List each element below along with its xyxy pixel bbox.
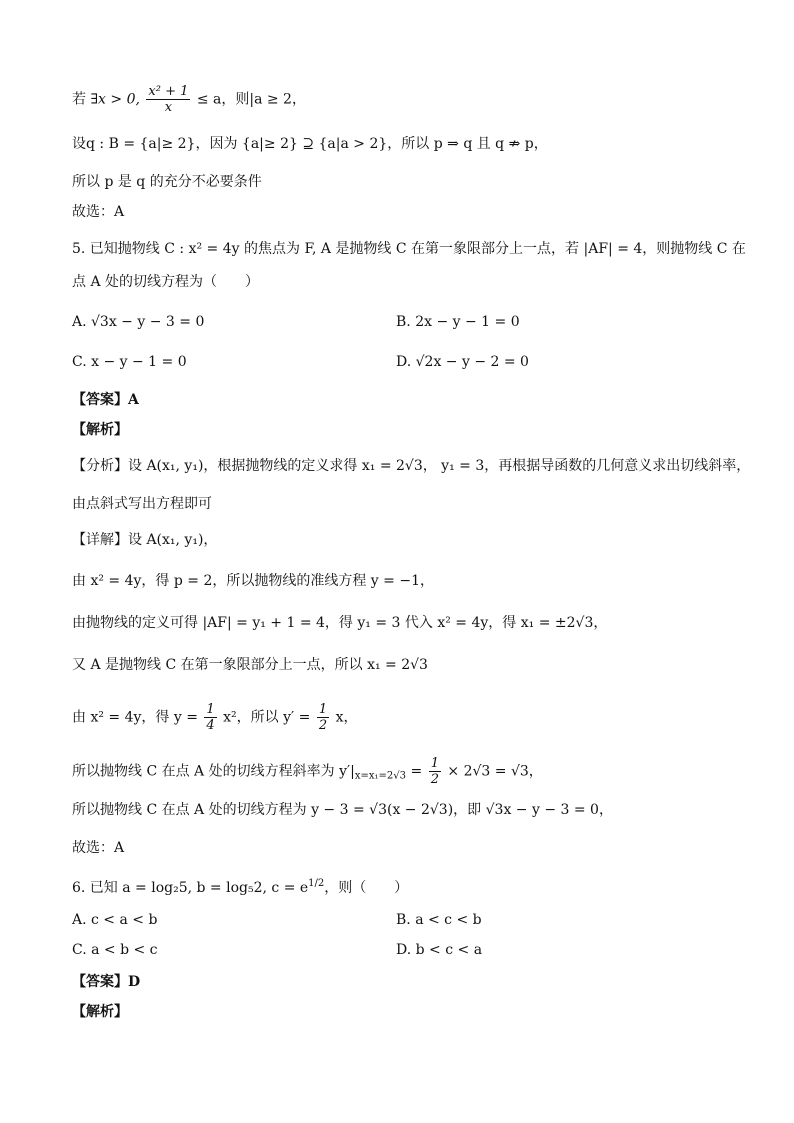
fraction-one-quarter: $\frac{1}{4}$ (206, 702, 215, 733)
option-6-b: B. a < c < b (396, 912, 482, 928)
fraction-x2plus1-over-x: $\frac{\text{x² + 1}}{x}$ (148, 84, 189, 115)
text-line-exists-condition: 若 ∃x > 0, $\frac{\text{x² + 1}}{x}$ ≤ a，则|a ≥ 2， (72, 84, 306, 115)
question-5-stem-line1: 5. 已知抛物线 C : x² = 4y 的焦点为 F, A 是抛物线 C 在第一象限部分上一点，若 |AF| = 4，则抛物线 C 在 (72, 241, 746, 257)
option-c: C. x − y − 1 = 0 (72, 354, 187, 370)
fraction-one-half: $\frac{1}{2}$ (318, 702, 328, 733)
analysis-label-6: 【解析】 (72, 1004, 128, 1020)
option-6-c: C. a < b < c (72, 942, 158, 958)
answer-label-5: 【答案】A (72, 392, 139, 408)
fraction-one-half-slope: $\frac{1}{2}$ (430, 756, 439, 787)
text-line-conclusion: 所以 p 是 q 的充分不必要条件 (72, 174, 262, 190)
option-a: A. √3x − y − 3 = 0 (72, 314, 205, 330)
detail-line-4: 又 A 是抛物线 C 在第一象限部分上一点，所以 x₁ = 2√3 (72, 657, 428, 673)
analysis-label-5: 【解析】 (72, 422, 128, 438)
detail-line-2: 由 x² = 4y，得 p = 2，所以抛物线的准线方程 y = −1， (72, 573, 434, 589)
choice-line-5: 故选：A (72, 840, 125, 856)
option-b: B. 2x − y − 1 = 0 (396, 314, 520, 330)
detail-line-1: 【详解】设 A(x₁, y₁)， (72, 532, 218, 548)
option-6-d: D. b < c < a (396, 942, 483, 958)
detail-line-5: 由 x² = 4y，得 y = $\frac{1}{4}$ x²，所以 y′ = $\frac{1}{2}$ x， (72, 702, 358, 733)
text-line-choice: 故选：A (72, 204, 125, 220)
option-6-a: A. c < a < b (72, 912, 158, 928)
detail-line-7: 所以抛物线 C 在点 A 处的切线方程为 y − 3 = √3(x − 2√3)，即 √3x − y − 3 = 0， (72, 802, 613, 818)
detail-line-3: 由抛物线的定义可得 |AF| = y₁ + 1 = 4，得 y₁ = 3 代入 x² = 4y，得 x₁ = ±2√3， (72, 615, 608, 631)
analysis-line-2: 由点斜式写出方程即可 (72, 496, 212, 512)
analysis-line-1: 【分析】设 A(x₁, y₁)，根据抛物线的定义求得 x₁ = 2√3， y₁ = 3，再根据导函数的几何意义求出切线斜率， (72, 458, 751, 474)
option-d: D. √2x − y − 2 = 0 (396, 354, 529, 370)
question-5-stem-line2: 点 A 处的切线方程为（ ） (72, 274, 260, 290)
answer-label-6: 【答案】D (72, 974, 141, 990)
detail-line-6: 所以抛物线 C 在点 A 处的切线方程斜率为 $y'|_{x=x_1=2√3}$ = $\frac{1}{2}$ × 2√3 = √3， (72, 756, 543, 787)
text-line-set-q: 设q : B = {a|≥ 2}，因为 {a|≥ 2} ⊇ {a|a > 2}，所以 p ⇒ q 且 q ⇏ p， (72, 136, 548, 152)
question-6-stem: 6. 已知 a = log₂5, b = log₅2, $c = e^{1/2}$，则（ ） (72, 878, 409, 896)
